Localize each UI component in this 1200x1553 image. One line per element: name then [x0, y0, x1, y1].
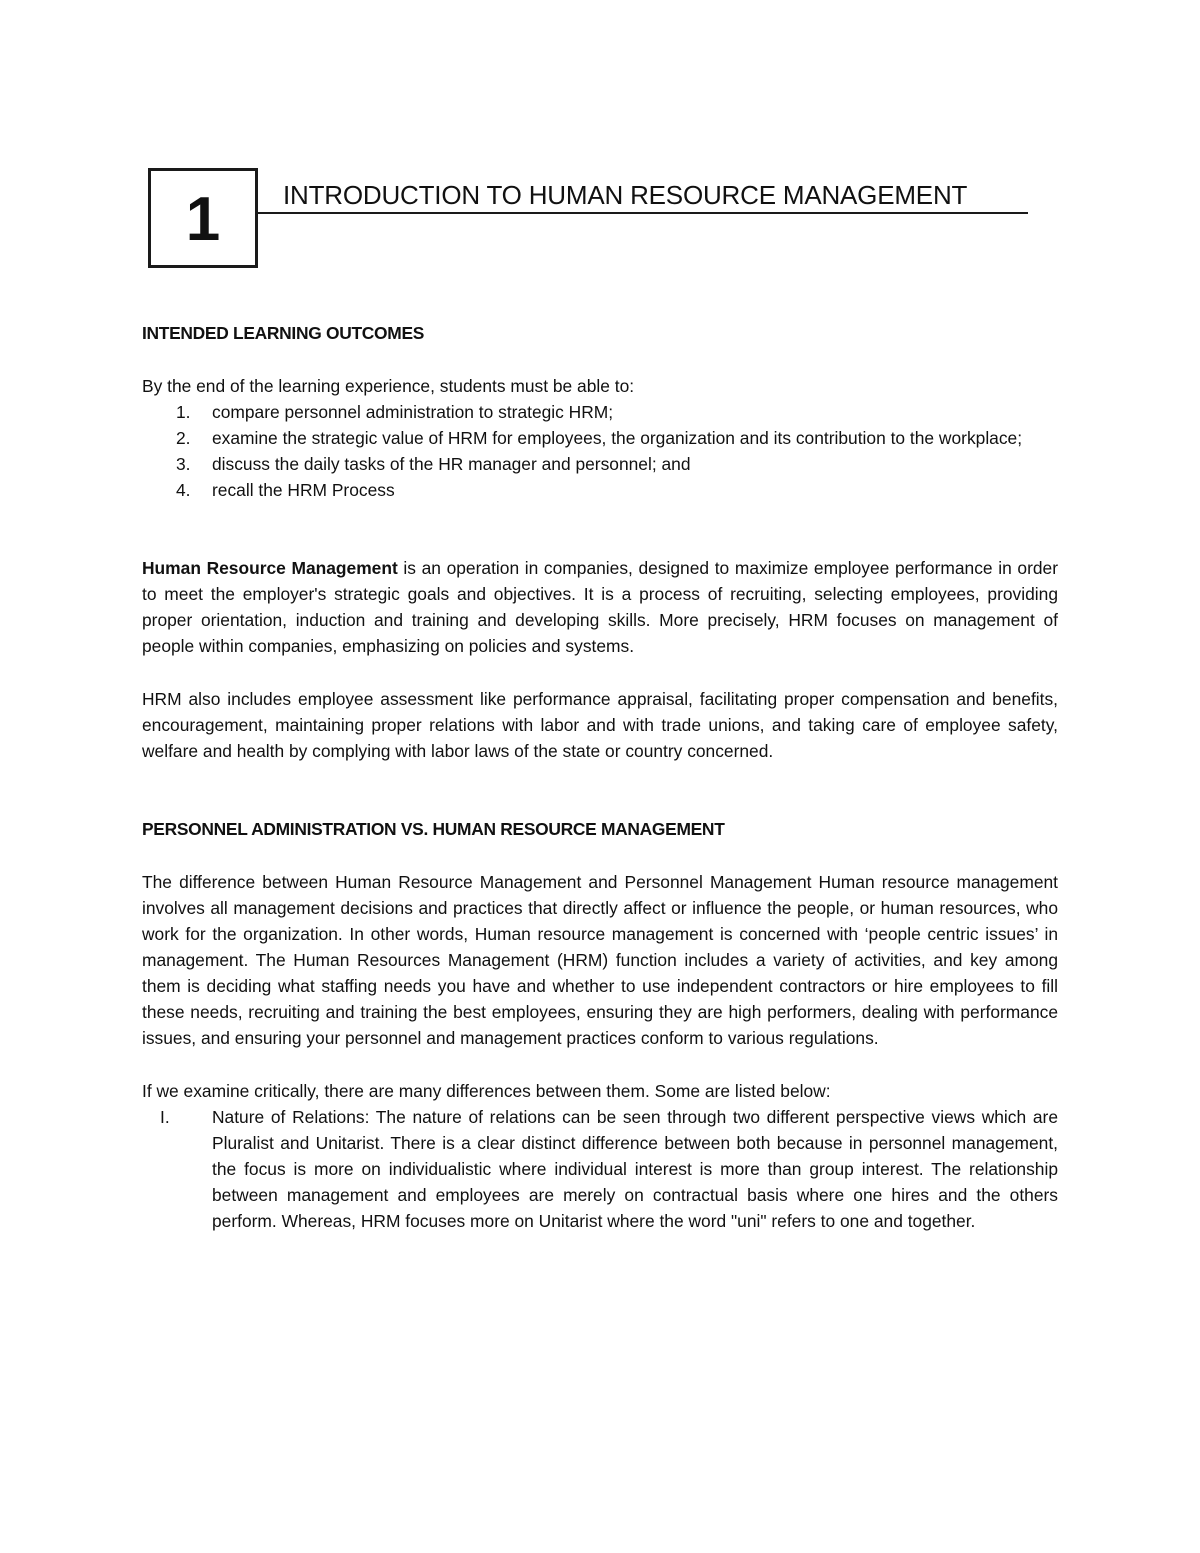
outcomes-heading: INTENDED LEARNING OUTCOMES — [142, 323, 425, 343]
chapter-number: 1 — [185, 185, 221, 254]
hrm-term: Human Resource Management — [142, 558, 398, 578]
list-item — [142, 451, 1058, 477]
list-item-text: examine the strategic value of HRM for employees, the organization and its contribution to the workplace; — [212, 428, 1023, 448]
differences-list — [142, 1104, 1058, 1234]
list-item-text: Nature of Relations: The nature of relations can be seen through two different perspective views which are Pluralist and Unitarist. There is a clear distinct difference between both because in personnel management, the focus is more on individualistic where individual interest is more than group interest. The relationship between management and employees are merely on contractual basis where one hires and the others perform. Whereas, HRM focuses more on Unitarist where the word "uni" refers to one and together. — [212, 1107, 1058, 1231]
outcomes-list — [142, 399, 1058, 503]
list-item-number: 4. — [176, 480, 191, 500]
comparison-heading: PERSONNEL ADMINISTRATION VS. HUMAN RESOURCE MANAGEMENT — [142, 819, 725, 839]
hrm-scope-paragraph: HRM also includes employee assessment like performance appraisal, facilitating proper compensation and benefits, encouragement, maintaining proper relations with labor and with trade unions, and taking care of employee safety, welfare and health by complying with labor laws of the state or country concerned. — [142, 689, 1058, 761]
list-item — [142, 425, 1058, 451]
list-item-number: I. — [160, 1107, 170, 1127]
hrm-definition-text: is an operation in companies, designed to maximize employee performance in order to meet the employer's strategic goals and objectives. It is a process of recruiting, selecting employees, providing proper orientation, induction and training and developing skills. More precisely, HRM focuses on management of people within companies, emphasizing on policies and systems. — [142, 558, 1058, 656]
chapter-title: INTRODUCTION TO HUMAN RESOURCE MANAGEMENT — [283, 180, 968, 210]
list-item-text: compare personnel administration to strategic HRM; — [212, 402, 614, 422]
chapter-title-underline — [255, 212, 1028, 214]
document-body — [142, 320, 1058, 1234]
list-item-text: discuss the daily tasks of the HR manager and personnel; and — [212, 454, 691, 474]
list-item-number: 2. — [176, 428, 191, 448]
list-item-text: recall the HRM Process — [212, 480, 395, 500]
list-item — [142, 1104, 1058, 1234]
list-item-number: 3. — [176, 454, 191, 474]
list-item-number: 1. — [176, 402, 191, 422]
list-item — [142, 399, 1058, 425]
chapter-number-box — [148, 168, 258, 268]
hrm-definition-paragraph — [142, 555, 1058, 659]
comparison-paragraph: The difference between Human Resource Management and Personnel Management Human resource management involves all management decisions and practices that directly affect or influence the people, or human resources, who work for the organization. In other words, Human resource management is concerned with ‘people centric issues’ in management. The Human Resources Management (HRM) function includes a variety of activities, and key among them is deciding what staffing needs you have and whether to use independent contractors or hire employees to fill these needs, recruiting and training the best employees, ensuring they are high performers, dealing with performance issues, and ensuring your personnel and management practices conform to various regulations. — [142, 872, 1058, 1048]
outcomes-intro: By the end of the learning experience, students must be able to: — [142, 376, 635, 396]
comparison-intro: If we examine critically, there are many differences between them. Some are listed below: — [142, 1081, 831, 1101]
list-item — [142, 477, 1058, 503]
